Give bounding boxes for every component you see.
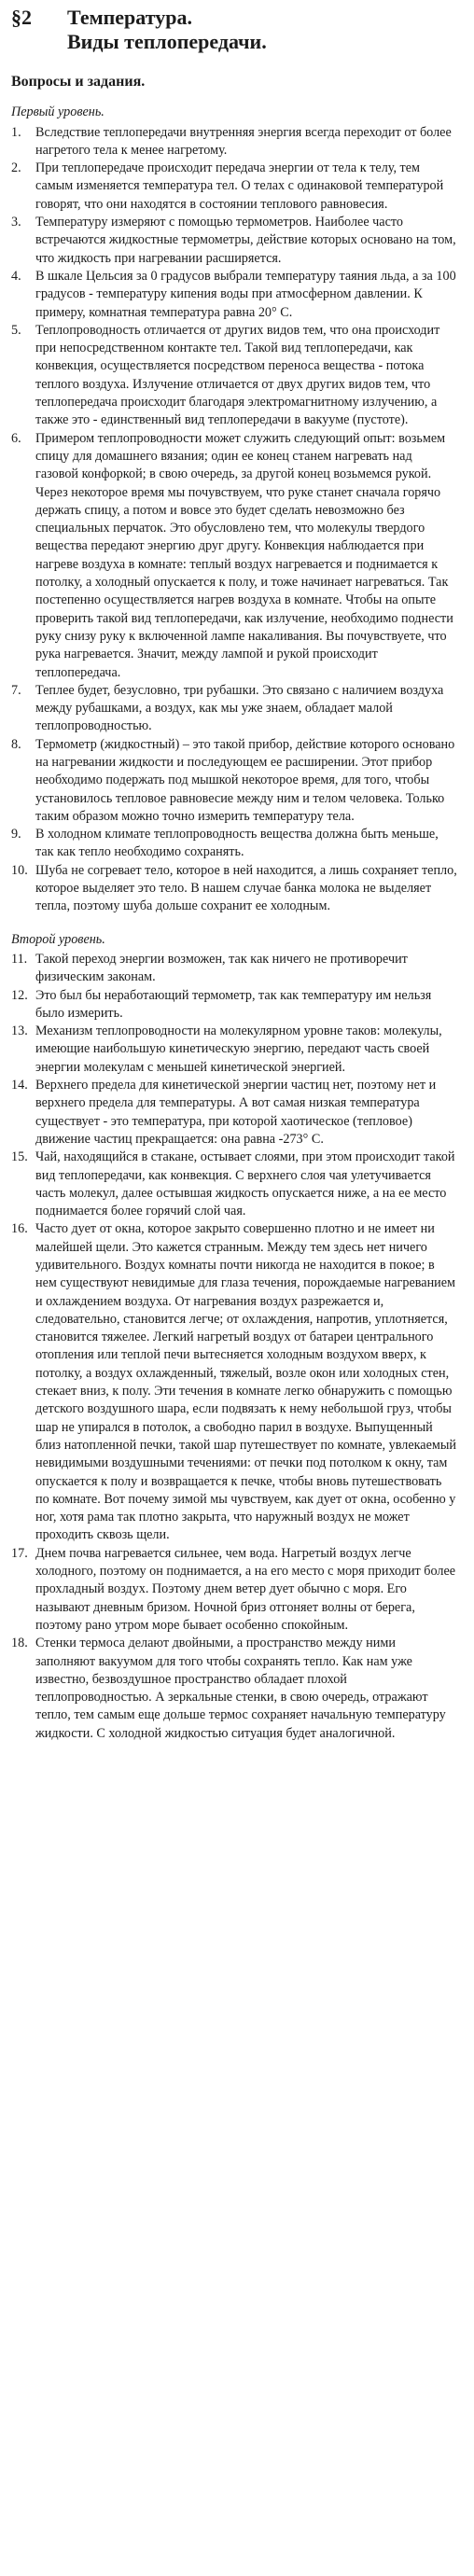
answer-number: 9. bbox=[11, 827, 21, 842]
answer-text: Температуру измеряют с помощью термометров. Наиболее часто встречаются жидкостные термометры, действие которых основано на том, что жидкость при нагревании расширяется. bbox=[35, 215, 456, 266]
answer-item bbox=[11, 951, 457, 987]
answer-item bbox=[11, 214, 457, 268]
section-title bbox=[67, 6, 267, 54]
answer-item bbox=[11, 736, 457, 826]
answer-text: При теплопередаче происходит передача энергии от тела к телу, тем самым изменяется температура тел. О телах с одинаковой температурой говорят, что они находятся в состоянии теплового равновесия. bbox=[35, 160, 444, 212]
answer-item bbox=[11, 1545, 457, 1635]
level1-list bbox=[11, 124, 457, 916]
answer-text: Теплопроводность отличается от других видов тем, что она происходит при непосредственном контакте тел. Такой вид теплопередачи, как конвекция, осуществляется посредством переноса вещества - потока теплого воздуха. Излучение отличается от двух других видов тем, что теплопередача происходит благодаря электромагнитному излучению, а также это - единственный вид теплопередачи в вакууме (пустоте). bbox=[35, 322, 440, 428]
answer-item bbox=[11, 682, 457, 736]
section-title-line2: Виды теплопередачи. bbox=[67, 30, 267, 53]
answer-number: 18. bbox=[11, 1636, 28, 1651]
answer-item bbox=[11, 1220, 457, 1544]
answer-item bbox=[11, 826, 457, 862]
answer-text: Термометр (жидкостный) – это такой прибор, действие которого основано на нагревании жидкости и последующем ее расширении. Этот прибор необходимо подержать под мышкой некоторое время, для того, чтобы установилось тепловое равновесие между ним и телом человека. Только таким образом можно точно измерить температуру тела. bbox=[35, 736, 455, 824]
answer-number: 5. bbox=[11, 322, 21, 338]
answer-text: Механизм теплопроводности на молекулярном уровне таков: молекулы, имеющие наибольшую кинетическую энергию, передают часть своей энергии молекулам с меньшей кинетической энергией. bbox=[35, 1023, 442, 1075]
section-number: §2 bbox=[11, 6, 32, 29]
answer-number: 10. bbox=[11, 862, 28, 878]
answer-text: В холодном климате теплопроводность вещества должна быть меньше, так как тепло необходимо сохранять. bbox=[35, 827, 439, 860]
answer-text: Вследствие теплопередачи внутренняя энергия всегда переходит от более нагретого тела к менее нагретому. bbox=[35, 124, 452, 158]
answer-item bbox=[11, 268, 457, 322]
questions-heading: Вопросы и задания. bbox=[11, 74, 146, 90]
answer-item bbox=[11, 160, 457, 214]
answer-text: В шкале Цельсия за 0 градусов выбрали температуру таяния льда, а за 100 градусов - температуру кипения воды при атмосферном давлении. К примеру, комнатная температура равна 20° С. bbox=[35, 268, 456, 320]
answer-text: Примером теплопроводности может служить следующий опыт: возьмем спицу для домашнего вязания; один ее конец станем нагревать над газовой конфоркой; в свою очередь, за другой конец возьмемся рукой. Через некоторое время мы почувствуем, что руке станет сначала горячо держать спицу, а потом и вовсе это будет сделать невозможно без специальных перчаток. Это обусловлено тем, что молекулы твердого вещества передают энергию друг другу. Конвекция наблюдается при нагреве воздуха в комнате: теплый воздух нагревается и поднимается к потолку, а холодный опускается к полу, и тоже начинает нагреваться. Так постепенно осуществляется нагрев воздуха в комнате. Чтобы на опыте проверить такой вид теплопередачи, как излучение, необходимо поднести руку снизу руку к включенной лампе накаливания. Вы почувствуете, что рука нагревается. Значит, между лампой и рукой происходит теплопередача. bbox=[35, 430, 453, 680]
answer-text: Это был бы неработающий термометр, так как температуру им нельзя было измерить. bbox=[35, 987, 432, 1021]
answer-item bbox=[11, 1077, 457, 1149]
answer-text: Стенки термоса делают двойными, а пространство между ними заполняют вакуумом для того чтобы сохранять тепло. Как нам уже известно, безвоздушное пространство обладает плохой теплопроводностью. А зеркальные стенки, в свою очередь, отражают тепло, тем самым еще дольше термос сохраняет начальную температуру жидкости. С холодной жидкостью ситуация будет аналогичной. bbox=[35, 1636, 446, 1741]
section-title-line1: Температура. bbox=[67, 6, 192, 29]
answer-number: 8. bbox=[11, 736, 21, 752]
answer-item bbox=[11, 987, 457, 1023]
answer-number: 13. bbox=[11, 1023, 28, 1039]
answer-number: 12. bbox=[11, 987, 28, 1003]
answer-item bbox=[11, 862, 457, 916]
answer-number: 3. bbox=[11, 215, 21, 230]
answer-item bbox=[11, 124, 457, 160]
answer-text: Такой переход энергии возможен, так как ничего не противоречит физическим законам. bbox=[35, 951, 408, 985]
answer-item bbox=[11, 322, 457, 430]
answer-number: 14. bbox=[11, 1078, 28, 1093]
answer-text: Верхнего предела для кинетической энергии частиц нет, поэтому нет и верхнего предела для температуры. А вот самая низкая температура существует - это температура, при которой хаотическое (тепловое) движение частиц прекращается: она равна -273° С. bbox=[35, 1078, 437, 1147]
answer-number: 16. bbox=[11, 1221, 28, 1237]
answer-item bbox=[11, 1149, 457, 1220]
answer-number: 17. bbox=[11, 1545, 28, 1561]
section-header bbox=[11, 6, 457, 54]
answer-number: 6. bbox=[11, 430, 21, 446]
answer-number: 15. bbox=[11, 1149, 28, 1165]
answer-text: Чай, находящийся в стакане, остывает слоями, при этом происходит такой вид теплопередачи, как конвекция. С верхнего слоя чая улетучивается часть молекул, далее остывшая жидкость опускается ниже, а на ее место поднимается более горячий слой чая. bbox=[35, 1149, 455, 1219]
answer-item bbox=[11, 430, 457, 682]
answer-text: Часто дует от окна, которое закрыто совершенно плотно и не имеет ни малейшей щели. Это кажется странным. Между тем здесь нет ничего удивительного. Воздух комнаты почти никогда не находится в покое; в нем существуют невидимые для глаза течения, порождаемые нагреванием и охлаждением воздуха. От нагревания воздух разрежается и, следовательно, становится легче; от охлаждения, напротив, уплотняется, становится тяжелее. Легкий нагретый воздух от батареи центрального отопления или теплой печи вытесняется холодным воздухом вверх, к потолку, а воздух охлажденный, тяжелый, возле окон или холодных стен, стекает вниз, к полу. Эти течения в комнате легко обнаружить с помощью детского воздушного шара, если подвязать к нему небольшой груз, чтобы шар не упирался в потолок, а свободно парил в воздухе. Выпущенный близ натопленной печки, такой шар путешествует по комнате, увлекаемый невидимыми воздушными течениями: от печки под потолком к окну, там опускается к полу и возвращается к печке, чтобы вновь путешествовать по комнате. Вот почему зимой мы чувствуем, как дует от окна, особенно у ног, хотя рама так плотно закрыта, что наружный воздух не может проходить сквозь щели. bbox=[35, 1221, 456, 1543]
answer-text: Теплее будет, безусловно, три рубашки. Это связано с наличием воздуха между рубашками, а воздух, как мы уже знаем, обладает малой теплопроводностью. bbox=[35, 682, 444, 734]
answer-number: 7. bbox=[11, 682, 21, 698]
answer-number: 4. bbox=[11, 268, 21, 284]
answer-number: 2. bbox=[11, 160, 21, 176]
answer-number: 1. bbox=[11, 124, 21, 140]
answer-text: Шуба не согревает тело, которое в ней находится, а лишь сохраняет тепло, которое выделяет это тело. В нашем случае банка молока не выделяет тепла, поэтому шуба дольше сохранит ее холодным. bbox=[35, 862, 457, 914]
answer-text: Днем почва нагревается сильнее, чем вода. Нагретый воздух легче холодного, поэтому он поднимается, а на его место с моря приходит более прохладный воздух. Поэтому днем ветер дует обычно с моря. Его называют дневным бризом. Ночной бриз отгоняет волны от берега, поэтому рано утром море бывает особенно спокойным. bbox=[35, 1545, 456, 1633]
level1-label: Первый уровень. bbox=[11, 104, 105, 120]
answer-number: 11. bbox=[11, 951, 28, 967]
level2-list bbox=[11, 951, 457, 1743]
level2-label: Второй уровень. bbox=[11, 931, 105, 947]
answer-item bbox=[11, 1635, 457, 1743]
answer-item bbox=[11, 1023, 457, 1077]
